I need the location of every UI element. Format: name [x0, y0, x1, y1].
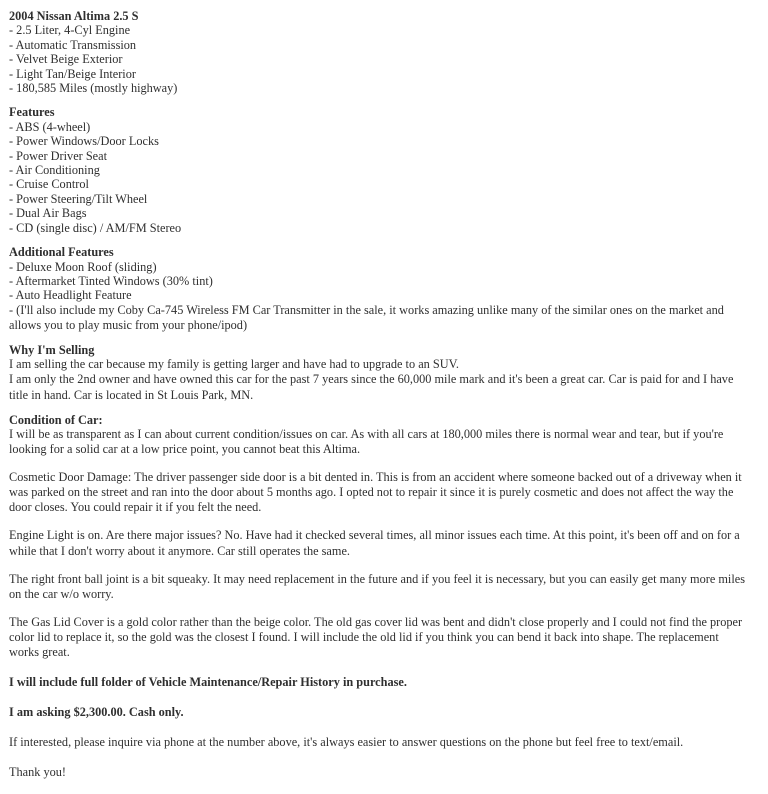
feature-item: - Power Driver Seat: [9, 148, 108, 163]
features-heading: Features: [9, 105, 55, 120]
paragraph-spacer: [9, 660, 745, 675]
feature-item: - Dual Air Bags: [9, 206, 87, 221]
why-selling-heading: Why I'm Selling: [9, 342, 95, 357]
additional-feature-item: - Aftermarket Tinted Windows (30% tint): [9, 273, 213, 288]
section-spacer: [9, 235, 745, 245]
section-spacer: [9, 333, 745, 343]
engine-light-paragraph: Engine Light is on. Are there major issues? No. Have had it checked several times, all minor issues each time. At this point, it's been off and on for a while that I don't worry about it anymore. Car still operates the same.: [9, 528, 740, 558]
why-selling-paragraph: I am only the 2nd owner and have owned this car for the past 7 years since the 60,000 mile mark and it's been a great car. Car is paid for and I have title in hand. Car is located in St Louis Park, MN.: [9, 372, 734, 402]
paragraph-spacer: [9, 750, 745, 765]
paragraph-spacer: [9, 720, 745, 735]
paragraph-spacer: [9, 690, 745, 705]
signoff-line: Thank you!: [9, 765, 67, 780]
additional-feature-item: - Auto Headlight Feature: [9, 288, 132, 303]
additional-feature-note: - (I'll also include my Coby Ca-745 Wireless FM Car Transmitter in the sale, it works amazing unlike many of the similar ones on the market and allows you to play music from your phone/ipod): [9, 302, 724, 332]
feature-item: - Power Windows/Door Locks: [9, 134, 159, 149]
feature-item: - Cruise Control: [9, 177, 89, 192]
paragraph-spacer: [9, 515, 745, 528]
paragraph-spacer: [9, 457, 745, 470]
ball-joint-paragraph: The right front ball joint is a bit squeaky. It may need replacement in the future and if you feel it is necessary, but you can easily get many more miles on the car w/o worry.: [9, 571, 745, 601]
section-spacer: [9, 95, 745, 105]
gas-lid-paragraph: The Gas Lid Cover is a gold color rather than the beige color. The old gas cover lid was bent and didn't close properly and I could not find the proper color lid to replace it, so the gold was the closest I found. I will include the old lid if you think you can bend it back into shape. The replacement works great.: [9, 614, 743, 660]
why-selling-paragraph: I am selling the car because my family is getting larger and have had to upgrade to an SUV.: [9, 357, 459, 372]
feature-item: - ABS (4-wheel): [9, 119, 91, 134]
condition-intro-paragraph: I will be as transparent as I can about current condition/issues on car. As with all cars at 180,000 miles there is normal wear and tear, but if you're looking for a solid car at a low price point, you cannot beat this Altima.: [9, 427, 724, 457]
door-damage-paragraph: Cosmetic Door Damage: The driver passenger side door is a bit dented in. This is from an accident where someone backed out of a driveway when it was parked on the street and ran into the door about 5 months ago. I opted not to repair it since it is purely cosmetic and does not affect the way the door closes. You could repair it if you felt the need.: [9, 470, 742, 515]
additional-feature-item: - Deluxe Moon Roof (sliding): [9, 259, 157, 274]
paragraph-spacer: [9, 602, 745, 615]
maintenance-history-note: I will include full folder of Vehicle Maintenance/Repair History in purchase.: [9, 675, 407, 690]
feature-item: - CD (single disc) / AM/FM Stereo: [9, 220, 182, 235]
additional-features-heading: Additional Features: [9, 245, 114, 260]
spec-line: - 2.5 Liter, 4-Cyl Engine: [9, 23, 131, 38]
paragraph-spacer: [9, 559, 745, 572]
asking-price-line: I am asking $2,300.00. Cash only.: [9, 705, 184, 720]
spec-line: - Velvet Beige Exterior: [9, 52, 123, 67]
feature-item: - Air Conditioning: [9, 163, 100, 178]
condition-heading: Condition of Car:: [9, 412, 103, 427]
contact-instructions: If interested, please inquire via phone at the number above, it's always easier to answer questions on the phone but feel free to text/email.: [9, 735, 684, 750]
feature-item: - Power Steering/Tilt Wheel: [9, 191, 148, 206]
spec-line: - Light Tan/Beige Interior: [9, 66, 136, 81]
spec-line: - 180,585 Miles (mostly highway): [9, 81, 178, 96]
page-title: 2004 Nissan Altima 2.5 S: [9, 9, 139, 23]
section-spacer: [9, 403, 745, 413]
spec-line: - Automatic Transmission: [9, 37, 137, 52]
